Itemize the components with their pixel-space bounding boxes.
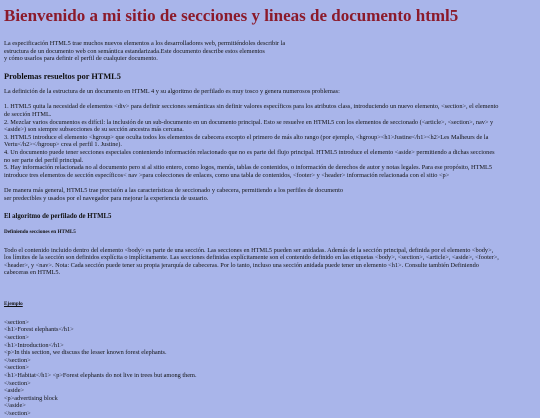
problem-line: <aside>) son siempre subsecciones de su sección ancestra más cercana. [4,126,184,134]
code-line: <section> [4,364,29,372]
algorithm-line: cabeceras en HTML5. [4,269,61,277]
code-line: </section> [4,356,31,364]
problem-line: 3. HTML5 introduce el elemento <hgroup> que oculta todos los elementos de cabecera excepto el primero de más alto rango (por ejemplo, <hgroup><h1>Justine</h1><h2>Les Malheurs de la [4,133,489,141]
problem-line: 5. Hay información relacionada no al documento pero si al sitio entero, como logos, menús, tablas de contenidos, o información de derechos de autor y notas legales. Para ese propósito, HTML5 [4,164,493,172]
algorithm-line: los límites de la sección son definidos explícita o implícitamente. Las secciones definidas explícitamente son el contenido definido en las etiquetas <body>, <section>, <article>, <aside>, <footer>, [4,254,499,262]
code-line: </section> [4,410,31,417]
problems-heading: Problemas resueltos por HTML5 [4,71,121,81]
problem-line: 2. Mezclar varios documentos es difícil: la inclusión de un sub-documento en un documento principal. Esto se resuelve en HTML5 con los elementos de seccionado (<article>, <section>, nav> y [4,118,494,126]
problems-summary [4,187,536,202]
code-line: </aside> [4,402,26,410]
example-label: Ejemplo [4,300,23,307]
problem-line: de sección HTML. [4,110,52,118]
example-code [4,319,536,418]
code-line: <p>advertising block [4,394,58,402]
algorithm-body [4,247,536,277]
code-line: <h1>Habitat</h1> <p>Forest elephants do not live in trees but among them. [4,372,197,380]
problem-line: Vertu</h2></hgroup> crea el perfil 1. Justine). [4,141,122,149]
problem-list [4,103,536,179]
problem-line: introduce tres elementos de sección específicos< nav >para colecciones de enlaces, como una tabla de contenidos, <footer> y <header> información relacionada con el sitio <p> [4,171,450,179]
page-title: Bienvenido a mi sitio de secciones y lineas de documento html5 [4,6,459,25]
code-line: <p>In this section, we discuss the lesser known forest elephants. [4,349,167,357]
code-line: <section> [4,334,29,342]
intro-line: y cómo usarlos para definir el perfil de cualquier documento. [4,55,158,63]
summary-line: De manera más general, HTML5 trae precisión a las características de seccionado y cabecera, permitiendo a los perfiles de documento [4,187,344,195]
problem-line: 4. Un documento puede tener secciones especiales conteniendo información relacionado que no es parte del flujo principal. HTML5 introduce el elemento <aside> permitiendo a dichas secciones [4,148,495,156]
intro-paragraph [4,40,536,63]
problem-line: no ser parte del perfil principal. [4,156,84,164]
code-line: </section> [4,379,31,387]
code-line: <section> [4,318,29,326]
code-line: <aside> [4,387,25,395]
intro-line: estructura de un documento web con semántica estandarizada.Este documento describe estos elementos [4,47,265,55]
algorithm-heading: El algoritmo de perfilado de HTML5 [4,212,112,220]
summary-line: ser predecibles y usados por el navegador para mejorar la experiencia de usuario. [4,194,209,202]
code-line: <h1>Forest elephants</h1> [4,326,74,334]
problems-intro: La definición de la estructura de un documento en HTML 4 y su algoritmo de perfilado es muy tosco y genera numerosos problemas: [4,87,340,95]
intro-line: La especificación HTML5 trae muchos nuevos elementos a los desarrolladores web, permitiéndoles describir la [4,40,286,47]
code-line: <h1>Introduction</h1> [4,341,64,349]
problem-line: 1. HTML5 quita la necesidad de elementos <div> para definir secciones semánticas sin definir valores específicos para los atributos class, introduciendo un nuevo elemento, <section>, el elemento [4,103,499,111]
algorithm-line: Todo el contenido incluido dentro del elemento <body> es parte de una sección. Las secciones en HTML5 pueden ser anidadas. Además de la sección principal, definida por el elemento <body>, [4,246,494,254]
sections-subheading: Definiendo secciones en HTML5 [4,228,76,235]
algorithm-line: <header>, y <nav>. Nota: Cada sección puede tener su propia jerarquía de cabeceras. Por lo tanto, incluso una sección anidada puede tener un elemento <h1>. Consulte también Definiendo [4,261,479,269]
